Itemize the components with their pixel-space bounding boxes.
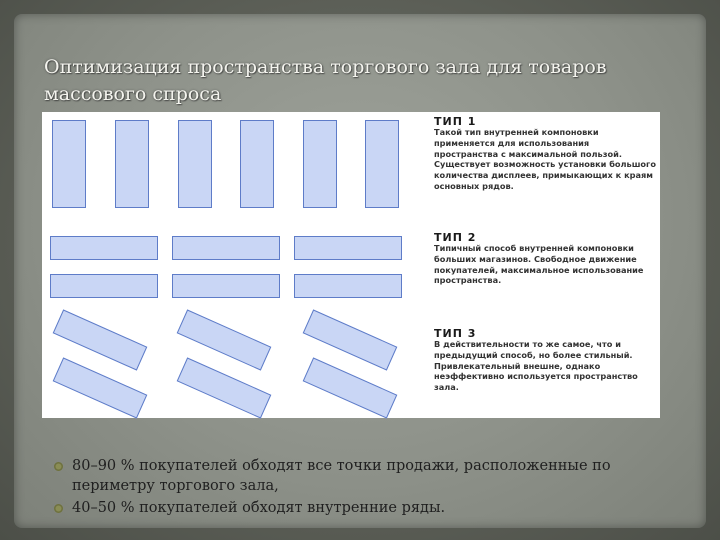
shelf-type2-4 xyxy=(50,274,158,298)
shelf-type2-5 xyxy=(172,274,280,298)
shelf-type1-2 xyxy=(115,120,149,208)
type3-description: В действительности то же самое, что и предыдущий способ, но более стильный. Привлекательный внешне, однако неэффективно используется пространство зала. xyxy=(434,339,638,393)
layout-figure xyxy=(42,112,660,418)
shelf-type1-3 xyxy=(178,120,212,208)
shelf-type2-3 xyxy=(294,236,402,260)
type1-label: ТИП 1 xyxy=(434,115,477,128)
shelf-type2-6 xyxy=(294,274,402,298)
bullet-dot-icon xyxy=(54,462,63,471)
shelf-type1-1 xyxy=(52,120,86,208)
bullet-item-1 xyxy=(52,456,672,496)
shelf-type1-5 xyxy=(303,120,337,208)
type1-description: Такой тип внутренней компоновки применяется для использования пространства с максимальной пользой. Существует возможность установки большого количества дисплеев, примыкающих к краям основных рядов. xyxy=(434,127,656,191)
slide-title-line-2: массового спроса xyxy=(44,83,222,105)
bullet-text-1: 80–90 % покупателей обходят все точки продажи, расположенные по периметру торгового зала, xyxy=(72,458,611,494)
type2-description: Типичный способ внутренней компоновки больших магазинов. Свободное движение покупателей, максимальное использование пространства. xyxy=(434,243,644,286)
slide-title xyxy=(44,54,664,108)
shelf-type1-4 xyxy=(240,120,274,208)
type3-label: ТИП 3 xyxy=(434,327,477,340)
shelf-type1-6 xyxy=(365,120,399,208)
shelf-type2-1 xyxy=(50,236,158,260)
bullet-item-2 xyxy=(52,498,672,518)
shelf-type2-2 xyxy=(172,236,280,260)
bullet-list xyxy=(52,456,672,518)
bullet-dot-icon xyxy=(54,504,63,513)
type2-label: ТИП 2 xyxy=(434,231,477,244)
slide-title-line-1: Оптимизация пространства торгового зала для товаров xyxy=(44,56,607,78)
bullet-text-2: 40–50 % покупателей обходят внутренние ряды. xyxy=(72,500,446,516)
